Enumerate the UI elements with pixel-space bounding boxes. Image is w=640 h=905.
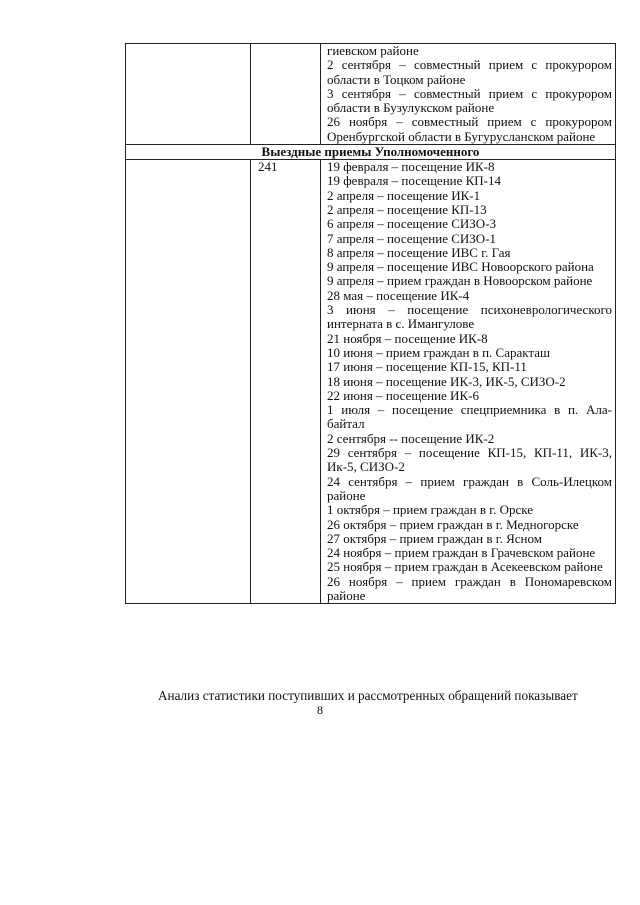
list-item: 19 февраля – посещение КП-14 <box>327 173 502 189</box>
page-number: 8 <box>317 703 323 717</box>
count-cell: 241 <box>251 160 321 604</box>
list-item: 26 ноября – совместный прием с прокурором Оренбургской области в Бугурусланском районе <box>327 114 612 144</box>
list-item: 2 апреля – посещение КП-13 <box>327 201 487 217</box>
events-cell <box>321 160 616 604</box>
table-row <box>126 44 616 145</box>
section-header: Выездные приемы Уполномоченного <box>126 145 616 160</box>
list-item: гиевском районе <box>327 43 419 58</box>
list-item: 8 апреля – посещение ИВС г. Гая <box>327 244 511 260</box>
list-item: 18 июня – посещение ИК-3, ИК-5, СИЗО-2 <box>327 373 566 389</box>
table-row <box>126 160 616 604</box>
events-cell <box>321 44 616 145</box>
category-cell <box>126 44 251 145</box>
list-item: 1 октября – прием граждан в г. Орске <box>327 502 533 518</box>
list-item: 26 ноября – прием граждан в Пономаревском районе <box>327 573 612 603</box>
list-item: 24 ноября – прием граждан в Грачевском районе <box>327 545 596 561</box>
list-item: 29 сентября – посещение КП-15, КП-11, ИК-3, Ик-5, СИЗО-2 <box>327 445 612 475</box>
list-item: 22 июня – посещение ИК-6 <box>327 387 479 403</box>
list-item: 24 сентября – прием граждан в Соль-Илецком районе <box>327 473 612 503</box>
list-item: 9 апреля – прием граждан в Новоорском районе <box>327 273 593 289</box>
list-item: 26 октября – прием граждан в г. Медногорске <box>327 516 579 532</box>
category-cell <box>126 160 251 604</box>
list-item: 27 октября – прием граждан в г. Ясном <box>327 530 542 546</box>
list-item: 6 апреля – посещение СИЗО-3 <box>327 216 497 232</box>
list-item: 1 июля – посещение спецприемника в п. Ала-байтал <box>327 402 612 432</box>
list-item: 10 июня – прием граждан в п. Саракташ <box>327 344 551 360</box>
list-item: 17 июня – посещение КП-15, КП-11 <box>327 359 527 375</box>
list-item: 9 апреля – посещение ИВС Новоорского района <box>327 259 594 275</box>
list-item: 21 ноября – посещение ИК-8 <box>327 330 488 346</box>
list-item: 3 июня – посещение психоневрологического интерната в с. Имангулове <box>327 302 612 332</box>
document-table <box>125 43 616 604</box>
list-item: 7 апреля – посещение СИЗО-1 <box>327 230 497 246</box>
list-item: 3 сентября – совместный прием с прокурором области в Бузулукском районе <box>327 85 612 116</box>
list-item: 25 ноября – прием граждан в Асекеевском районе <box>327 559 603 575</box>
count-cell <box>251 44 321 145</box>
list-item: 2 сентября – совместный прием с прокурором области в Тоцком районе <box>327 57 612 87</box>
list-item: 2 апреля – посещение ИК-1 <box>327 187 481 203</box>
body-paragraph: Анализ статистики поступивших и рассмотренных обращений показывает <box>158 688 578 703</box>
list-item: 19 февраля – посещение ИК-8 <box>327 159 495 175</box>
list-item: 2 сентября -- посещение ИК-2 <box>327 430 495 446</box>
section-header-row <box>126 145 616 160</box>
list-item: 28 мая – посещение ИК-4 <box>327 287 470 303</box>
